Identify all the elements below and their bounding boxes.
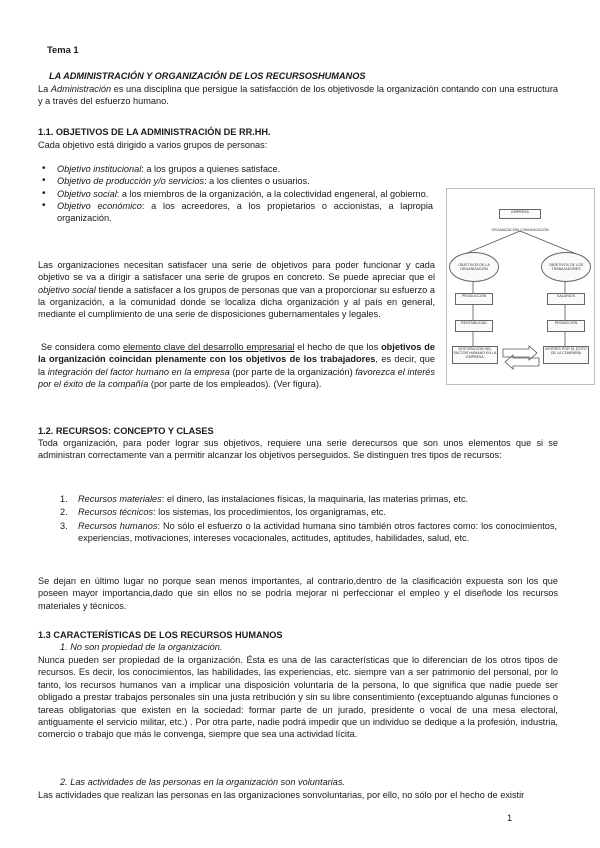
objectives-list bbox=[40, 163, 433, 224]
tema-label: Tema 1 bbox=[47, 44, 79, 55]
list-item: • Objetivo económico: a los acreedores, a los propietarios o accionistas, a lapropia organización. bbox=[40, 200, 433, 225]
section-1-1-paragraph-2: Se considera como elemento clave del desarrollo empresarial el hecho de que los objetivos de la organización coincidan plenamente con los objetivos de los trabajadores, es decir, que la integración del factor humano en la empresa (por parte de la organización) favorezca el interés por el éxito de la compañía (por parte de los empleados). (Ver figura). bbox=[38, 342, 435, 389]
figure-left-box-1: PRODUCCIÓN bbox=[455, 293, 493, 305]
page-number: 1 bbox=[507, 813, 513, 823]
section-1-2-paragraph: Toda organización, para poder lograr sus objetivos, requiere una serie derecursos que son unos elementos que si se administran correctamente van a permitir alcanzar los objetivos perseguidos. Se distinguen tres tipos de recursos: bbox=[38, 438, 558, 461]
figure-left-box-2: RENTABILIDAD bbox=[455, 320, 493, 332]
section-1-3-paragraph: Nunca pueden ser propiedad de la organización. Ésta es una de las características que lo diferencian de los otros tipos de recursos. Es decir, los conocimientos, las habilidades, las experiencias, etc. siempre van a ser patrimonio del personal, por lo tanto, los recursos humanos van a implicar una disposición voluntaria de la persona, lo que significa que nadie puede ser obligado a prestar trabajos personales sin una justa retribución y sin su libre consentimiento (exceptuando algunas funciones o tareas obligatorias que existen en la sociedad: formar parte de un jurado, presidente o vocal de una mesa electoral, antiguamente el servicio militar, etc.) . Por otra parte, nadie podrá impedir que un individuo se dedique a la profesión, industria, comercio o trabajo que más le convenga, siempre que sea una actividad lícita. bbox=[38, 655, 558, 740]
figure-integration-box: INTEGRACIÓN DEL FACTOR HUMANO EN LA EMPRESA bbox=[452, 346, 498, 364]
list-item: 1. Recursos materiales: el dinero, las instalaciones físicas, la maquinaria, las materias primas, etc. bbox=[60, 494, 469, 504]
list-item: • Objetivo de producción y/o servicios: a los clientes o usuarios. bbox=[40, 175, 433, 187]
figure-interest-box: INTERÉS POR EL ÉXITO DE LA COMPAÑÍA bbox=[543, 346, 589, 364]
section-1-2-title: 1.2. RECURSOS: CONCEPTO Y CLASES bbox=[38, 426, 214, 436]
objectives-figure bbox=[446, 188, 595, 385]
section-1-2-closing: Se dejan en último lugar no porque sean menos importantes, al contrario,dentro de la clasificación expuesta son los que poseen mayor importancia,dado que sin ellos no se podría mejorar ni perfeccionar el empleo y el diseñode los recursos materiales y técnicos. bbox=[38, 576, 558, 611]
figure-worker-objectives-oval: OBJETIVOS DE LOS TRABAJADORES bbox=[541, 252, 591, 282]
resources-list bbox=[60, 493, 557, 544]
section-1-1-title: 1.1. OBJETIVOS DE LA ADMINISTRACIÓN DE RR.HH. bbox=[38, 127, 271, 137]
figure-org-objectives-oval: OBJETIVOS DE LA ORGANIZACIÓN bbox=[449, 252, 499, 282]
figure-empresa-sub: ORGANIZACIÓN COMUNICACIÓN bbox=[491, 228, 549, 232]
intro-paragraph: La Administración es una disciplina que persigue la satisfacción de los objetivosde la organización contando con una estructura y a través del esfuerzo humano. bbox=[38, 84, 558, 107]
figure-right-box-2: PROMOCIÓN bbox=[547, 320, 585, 332]
section-1-3-subtitle-1: 1. No son propiedad de la organización. bbox=[60, 642, 223, 652]
document-title: LA ADMINISTRACIÓN Y ORGANIZACIÓN DE LOS RECURSOSHUMANOS bbox=[49, 71, 366, 81]
section-1-3-subtitle-2: 2. Las actividades de las personas en la organización son voluntarias. bbox=[60, 777, 345, 787]
list-item: 3. Recursos humanos: No sólo el esfuerzo o la actividad humana sino también otros factores como: los conocimientos, experiencias, motivaciones, intereses vocacionales, actitudes, aptitudes, habilidades, salud, etc. bbox=[60, 520, 558, 543]
section-1-3-paragraph-2: Las actividades que realizan las personas en las organizaciones sonvoluntarias, por ello, no sólo por el hecho de existir bbox=[38, 790, 525, 800]
list-item: • Objetivo social: a los miembros de la organización, a la colectividad engeneral, al gobierno. bbox=[40, 188, 433, 200]
figure-right-box-1: SALARIOS bbox=[547, 293, 585, 305]
section-1-1-paragraph-1: Las organizaciones necesitan satisfacer una serie de objetivos para poder funcionar y cada objetivo se va a dirigir a satisfacer una serie de grupos en concreto. Se puede apreciar que el objetivo social tiende a satisfacer a los grupos de personas que van a proporcionar su esfuerzo a la organización, a la comunidad donde se localiza dicha organización y al país en general, mediante el cumplimiento de una serie de disposiciones gubernamentales y legales. bbox=[38, 260, 436, 320]
section-1-3-title: 1.3 CARACTERÍSTICAS DE LOS RECURSOS HUMANOS bbox=[38, 630, 283, 640]
section-1-1-lead: Cada objetivo está dirigido a varios grupos de personas: bbox=[38, 140, 268, 150]
list-item: • Objetivo institucional: a los grupos a quienes satisface. bbox=[40, 163, 433, 175]
list-item: 2. Recursos técnicos: los sistemas, los procedimientos, los organigramas, etc. bbox=[60, 507, 386, 518]
figure-empresa-box: EMPRESA bbox=[499, 209, 541, 219]
